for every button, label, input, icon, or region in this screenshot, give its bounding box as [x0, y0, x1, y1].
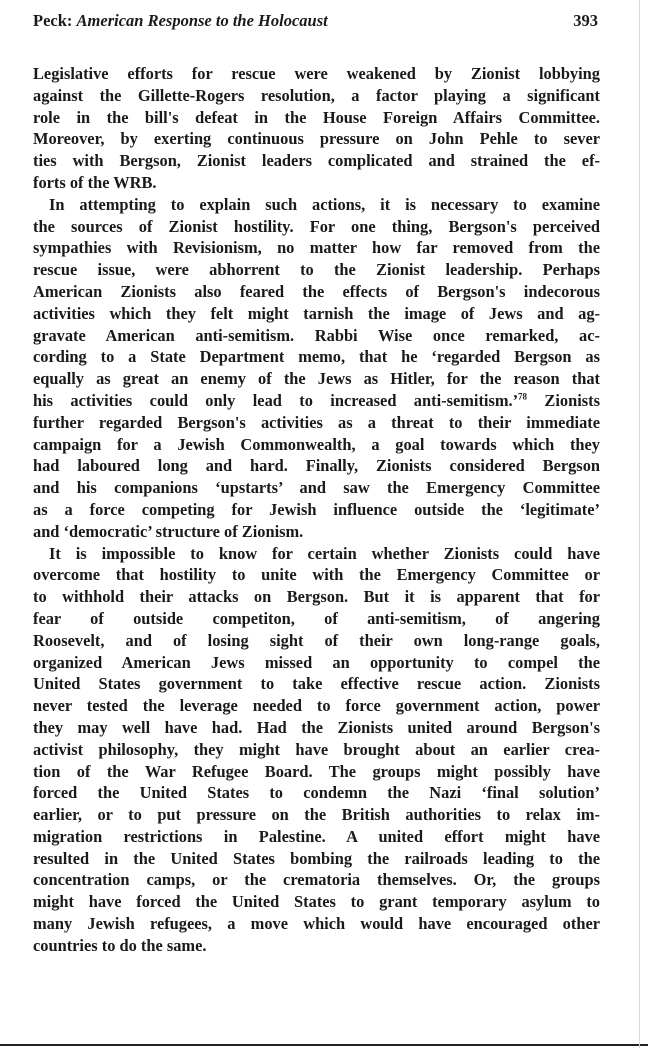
text-line: had laboured long and hard. Finally, Zionists considered Bergson: [33, 456, 600, 476]
text-line: It is impossible to know for certain whether Zionists could have: [49, 543, 600, 563]
page-number: 393: [573, 11, 598, 30]
text-line: forced the United States to condemn the Nazi ‘final solution’: [33, 783, 600, 803]
running-head-author: Peck:: [33, 11, 73, 30]
text-line: campaign for a Jewish Commonwealth, a goal towards which they: [33, 434, 600, 454]
text-line: migration restrictions in Palestine. A united effort might have: [33, 826, 600, 846]
text-line: and ‘democratic’ structure of Zionism.: [33, 521, 304, 541]
text-line: organized American Jews missed an opportunity to compel the: [33, 652, 600, 672]
text-line: Moreover, by exerting continuous pressure on John Pehle to sever: [33, 129, 600, 149]
footnote-marker: 78: [518, 391, 528, 402]
text-line: and his companions ‘upstarts’ and saw the Emergency Committee: [33, 478, 600, 498]
text-line: countries to do the same.: [33, 935, 207, 955]
text-line: fear of outside competiton, of anti-semitism, of angering: [33, 608, 600, 628]
text-line: activist philosophy, they might have brought about an earlier crea-: [33, 739, 600, 759]
text-line: equally as great an enemy of the Jews as Hitler, for the reason that: [33, 369, 600, 389]
text-line: concentration camps, or the crematoria themselves. Or, the groups: [33, 870, 600, 890]
text-line: to withhold their attacks on Bergson. But it is apparent that for: [33, 587, 600, 607]
text-line: rescue issue, were abhorrent to the Zionist leadership. Perhaps: [33, 260, 600, 280]
text-line-segment: Zionists: [527, 390, 600, 410]
text-line: earlier, or to put pressure on the British authorities to relax im-: [33, 805, 600, 825]
running-head-title: American Response to the Holocaust: [76, 11, 328, 30]
text-line-segment: his activities could only lead to increased anti-semitism.’: [33, 390, 519, 410]
text-line: tion of the War Refugee Board. The groups might possibly have: [33, 761, 600, 781]
text-line-with-footnote: [33, 390, 600, 412]
text-line: ties with Bergson, Zionist leaders complicated and strained the ef-: [33, 151, 600, 171]
paragraph-1: [33, 63, 600, 194]
text-line: In attempting to explain such actions, it is necessary to examine: [49, 194, 600, 214]
text-line: activities which they felt might tarnish the image of Jews and ag-: [33, 303, 600, 323]
text-line: against the Gillette-Rogers resolution, a factor playing a significant: [33, 85, 600, 105]
text-line: the sources of Zionist hostility. For one thing, Bergson's perceived: [33, 216, 600, 236]
text-line: forts of the WRB.: [33, 172, 157, 192]
text-line: Legislative efforts for rescue were weakened by Zionist lobbying: [33, 64, 600, 83]
text-line: Roosevelt, and of losing sight of their own long-range goals,: [33, 630, 600, 650]
text-line: cording to a State Department memo, that he ‘regarded Bergson as: [33, 347, 600, 367]
paragraph-2: [33, 194, 600, 543]
page-bottom-edge: [0, 1044, 648, 1046]
text-line: American Zionists also feared the effects of Bergson's indecorous: [33, 281, 600, 301]
running-head: [33, 11, 598, 33]
text-line: overcome that hostility to unite with the Emergency Committee or: [33, 565, 600, 585]
paragraph-3: [33, 543, 600, 957]
text-line: role in the bill's defeat in the House Foreign Affairs Committee.: [33, 107, 600, 127]
text-line: as a force competing for Jewish influence outside the ‘legitimate’: [33, 499, 600, 519]
text-line: resulted in the United States bombing the railroads leading to the: [33, 848, 600, 868]
text-line: many Jewish refugees, a move which would have encouraged other: [33, 914, 600, 934]
text-line: might have forced the United States to grant temporary asylum to: [33, 892, 600, 912]
text-line: never tested the leverage needed to force government action, power: [33, 696, 600, 716]
text-line: gravate American anti-semitism. Rabbi Wise once remarked, ac-: [33, 325, 600, 345]
text-line: they may well have had. Had the Zionists united around Bergson's: [33, 717, 600, 737]
text-line: sympathies with Revisionism, no matter how far removed from the: [33, 238, 600, 258]
body-text: [33, 63, 600, 957]
page-right-edge: [639, 0, 640, 1048]
text-line: United States government to take effective rescue action. Zionists: [33, 674, 600, 694]
text-line: further regarded Bergson's activities as a threat to their immediate: [33, 412, 600, 432]
